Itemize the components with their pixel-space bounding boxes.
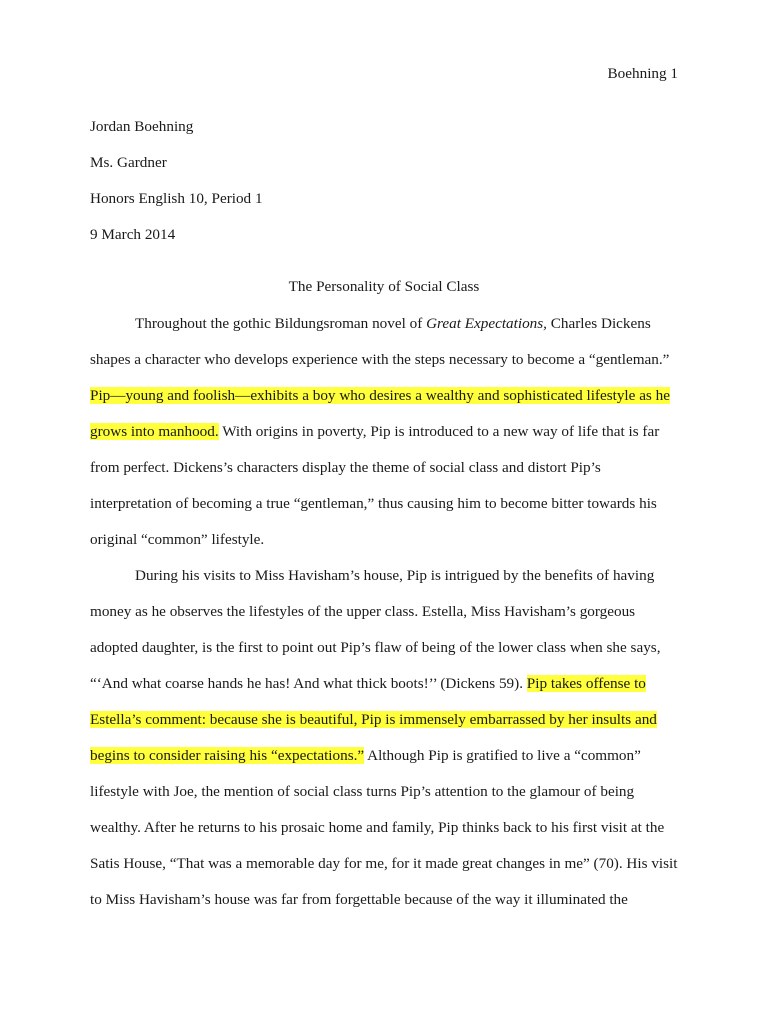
heading-date: 9 March 2014: [90, 226, 176, 243]
essay-title: The Personality of Social Class: [288, 278, 480, 295]
text-run: “‘And what coarse hands he has! And what thick boots!’’ (Dickens 59).: [90, 675, 527, 692]
paragraph-1-line-7: original “common” lifestyle.: [90, 531, 265, 548]
paragraph-2-line-9: Satis House, “That was a memorable day for me, for it made great changes in me” (70). His visit: [90, 855, 678, 872]
heading-course: Honors English 10, Period 1: [90, 190, 263, 207]
paragraph-2-line-6: [90, 746, 641, 766]
paragraph-1-line-3: [90, 386, 670, 406]
highlighted-thesis: grows into manhood.: [90, 423, 219, 440]
running-header-page-number: Boehning 1: [607, 65, 678, 82]
text-run: Throughout the gothic Bildungsroman novel of: [135, 315, 427, 332]
heading-teacher: Ms. Gardner: [90, 154, 167, 171]
book-title-italic: Great Expectations,: [426, 315, 547, 332]
paragraph-1-line-1: [135, 314, 651, 334]
text-run: With origins in poverty, Pip is introduced to a new way of life that is far: [218, 423, 660, 440]
text-run: Charles Dickens: [546, 315, 651, 332]
highlighted-claim: begins to consider raising his “expectations.”: [90, 747, 365, 764]
highlighted-claim: Estella’s comment: because she is beautiful, Pip is immensely embarrassed by her insults and: [90, 711, 657, 728]
paragraph-2-line-7: lifestyle with Joe, the mention of social class turns Pip’s attention to the glamour of being: [90, 783, 635, 800]
paragraph-1-line-5: from perfect. Dickens’s characters display the theme of social class and distort Pip’s: [90, 459, 601, 476]
highlighted-thesis: Pip—young and foolish—exhibits a boy who desires a wealthy and sophisticated lifestyle as he: [90, 387, 670, 404]
paragraph-2-line-2: money as he observes the lifestyles of the upper class. Estella, Miss Havisham’s gorgeous: [90, 603, 636, 620]
paragraph-2-line-8: wealthy. After he returns to his prosaic home and family, Pip thinks back to his first visit at the: [90, 819, 665, 836]
paragraph-2-line-4: [90, 674, 646, 694]
paragraph-1-line-6: interpretation of becoming a true “gentleman,” thus causing him to become bitter towards his: [90, 495, 657, 512]
paragraph-2-line-3: adopted daughter, is the first to point out Pip’s flaw of being of the lower class when she says,: [90, 639, 661, 656]
paragraph-2-line-1: During his visits to Miss Havisham’s house, Pip is intrigued by the benefits of having: [135, 567, 655, 584]
highlighted-claim: Pip takes offense to: [526, 675, 646, 692]
heading-author: Jordan Boehning: [90, 118, 194, 135]
text-run: Although Pip is gratified to live a “common”: [364, 747, 641, 764]
paragraph-2-line-10: to Miss Havisham’s house was far from forgettable because of the way it illuminated the: [90, 891, 628, 908]
paragraph-1-line-2: shapes a character who develops experience with the steps necessary to become a “gentleman.”: [90, 351, 670, 368]
paragraph-2-line-5: [90, 710, 657, 730]
paragraph-1-line-4: [90, 422, 659, 442]
